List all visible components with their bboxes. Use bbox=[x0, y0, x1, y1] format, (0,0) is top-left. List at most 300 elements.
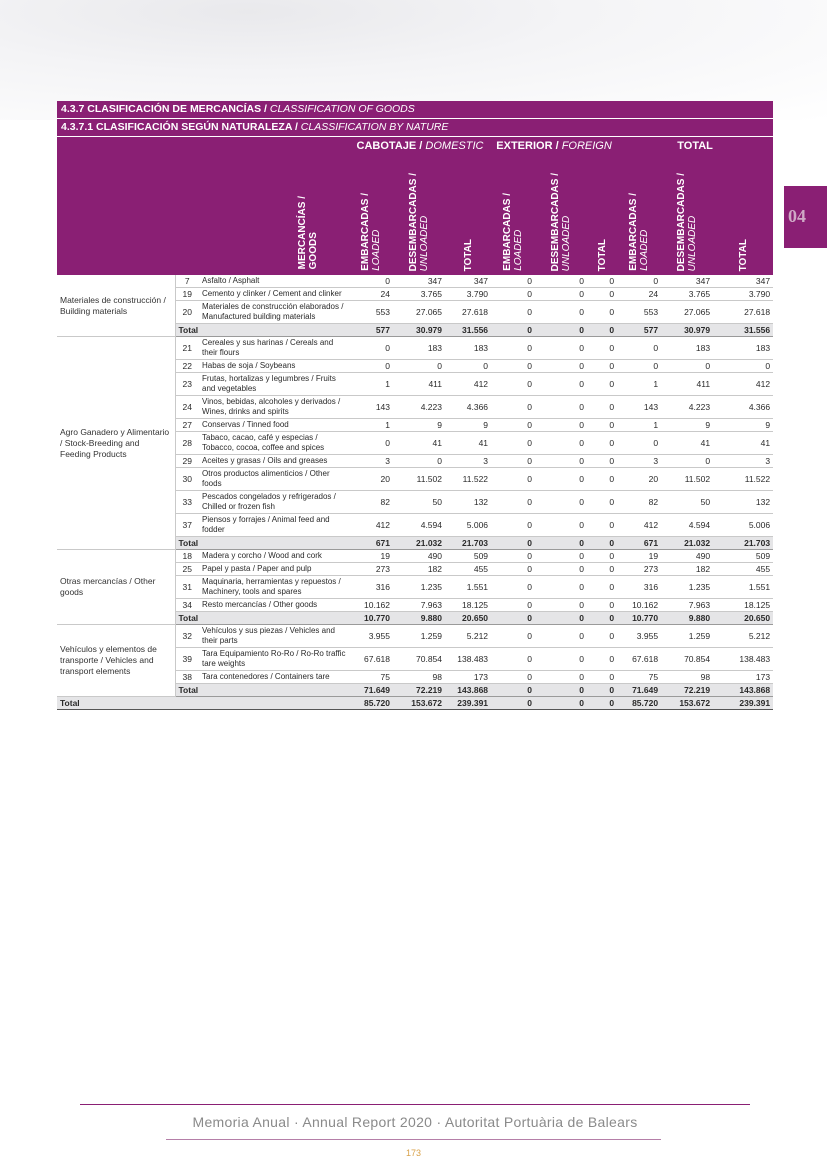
total-unloaded-value: 1.235 bbox=[661, 576, 713, 599]
total-total-value: 27.618 bbox=[713, 301, 773, 324]
foreign-unloaded-value: 0 bbox=[535, 491, 587, 514]
foreign-loaded-value: 0 bbox=[491, 432, 535, 455]
domestic-total-value: 0 bbox=[445, 360, 491, 373]
foreign-unloaded-value: 0 bbox=[535, 455, 587, 468]
table-row bbox=[57, 625, 773, 648]
domestic-loaded-value: 67.618 bbox=[349, 648, 393, 671]
domestic-total-value: 412 bbox=[445, 373, 491, 396]
goods-code: 22 bbox=[175, 360, 199, 373]
foreign-unloaded-value: 0 bbox=[535, 301, 587, 324]
domestic-unloaded-value: 7.963 bbox=[393, 599, 445, 612]
total-loaded-grand-total: 85.720 bbox=[617, 697, 661, 710]
foreign-loaded-value: 0 bbox=[491, 576, 535, 599]
goods-description: Tara Equipamiento Ro-Ro / Ro-Ro traffic tare weights bbox=[199, 648, 349, 671]
foreign-unloaded-value: 0 bbox=[535, 625, 587, 648]
chapter-tab bbox=[784, 186, 827, 248]
domestic-loaded-value: 0 bbox=[349, 360, 393, 373]
goods-code: 27 bbox=[175, 419, 199, 432]
total-loaded-header: EMBARCADAS / LOADED bbox=[617, 155, 661, 275]
goods-description: Maquinaria, herramientas y repuestos / Machinery, tools and spares bbox=[199, 576, 349, 599]
total-loaded-subtotal: 10.770 bbox=[617, 612, 661, 625]
page-number: 173 bbox=[405, 1148, 422, 1158]
total-unloaded-value: 70.854 bbox=[661, 648, 713, 671]
domestic-loaded-subtotal: 71.649 bbox=[349, 684, 393, 697]
domestic-loaded-value: 19 bbox=[349, 550, 393, 563]
domestic-total-value: 3.790 bbox=[445, 288, 491, 301]
domestic-unloaded-value: 1.235 bbox=[393, 576, 445, 599]
domestic-unloaded-value: 183 bbox=[393, 337, 445, 360]
domestic-unloaded-value: 50 bbox=[393, 491, 445, 514]
group-header-blank bbox=[57, 137, 349, 155]
total-loaded-value: 0 bbox=[617, 360, 661, 373]
goods-description: Tara contenedores / Containers tare bbox=[199, 671, 349, 684]
foreign-unloaded-value: 0 bbox=[535, 563, 587, 576]
total-unloaded-subtotal: 30.979 bbox=[661, 324, 713, 337]
total-loaded-value: 1 bbox=[617, 419, 661, 432]
foreign-total-value: 0 bbox=[587, 514, 617, 537]
goods-description: Materiales de construcción elaborados / Manufactured building materials bbox=[199, 301, 349, 324]
domestic-loaded-subtotal: 10.770 bbox=[349, 612, 393, 625]
footer-text: Memoria Anual · Annual Report 2020 · Autoritat Portuària de Balears bbox=[192, 1114, 638, 1130]
domestic-total-value: 173 bbox=[445, 671, 491, 684]
total-total-subtotal: 21.703 bbox=[713, 537, 773, 550]
foreign-total-subtotal: 0 bbox=[587, 537, 617, 550]
foreign-unloaded-subtotal: 0 bbox=[535, 537, 587, 550]
total-loaded-value: 67.618 bbox=[617, 648, 661, 671]
total-total-header: TOTAL bbox=[713, 155, 773, 275]
domestic-total-value: 347 bbox=[445, 275, 491, 288]
domestic-total-subtotal: 143.868 bbox=[445, 684, 491, 697]
total-loaded-value: 3.955 bbox=[617, 625, 661, 648]
domestic-unloaded-subtotal: 72.219 bbox=[393, 684, 445, 697]
foreign-loaded-grand-total: 0 bbox=[491, 697, 535, 710]
foreign-loaded-value: 0 bbox=[491, 468, 535, 491]
domestic-loaded-value: 316 bbox=[349, 576, 393, 599]
foreign-total-header: TOTAL bbox=[587, 155, 617, 275]
total-loaded-value: 316 bbox=[617, 576, 661, 599]
goods-code: 19 bbox=[175, 288, 199, 301]
total-unloaded-value: 490 bbox=[661, 550, 713, 563]
foreign-loaded-value: 0 bbox=[491, 648, 535, 671]
total-loaded-value: 273 bbox=[617, 563, 661, 576]
total-total-value: 183 bbox=[713, 337, 773, 360]
total-loaded-value: 24 bbox=[617, 288, 661, 301]
foreign-unloaded-value: 0 bbox=[535, 468, 587, 491]
table-row bbox=[57, 337, 773, 360]
foreign-total-value: 0 bbox=[587, 301, 617, 324]
total-loaded-value: 553 bbox=[617, 301, 661, 324]
foreign-loaded-subtotal: 0 bbox=[491, 684, 535, 697]
total-loaded-value: 0 bbox=[617, 275, 661, 288]
foreign-loaded-subtotal: 0 bbox=[491, 324, 535, 337]
goods-description: Frutas, hortalizas y legumbres / Fruits and vegetables bbox=[199, 373, 349, 396]
category-cell: Otras mercancías / Other goods bbox=[57, 550, 175, 625]
total-loaded-value: 82 bbox=[617, 491, 661, 514]
domestic-unloaded-value: 411 bbox=[393, 373, 445, 396]
foreign-loaded-value: 0 bbox=[491, 373, 535, 396]
total-total-value: 173 bbox=[713, 671, 773, 684]
foreign-loaded-value: 0 bbox=[491, 599, 535, 612]
goods-code: 33 bbox=[175, 491, 199, 514]
domestic-unloaded-value: 0 bbox=[393, 360, 445, 373]
goods-code: 21 bbox=[175, 337, 199, 360]
foreign-unloaded-value: 0 bbox=[535, 432, 587, 455]
total-total-value: 455 bbox=[713, 563, 773, 576]
domestic-loaded-header: EMBARCADAS / LOADED bbox=[349, 155, 393, 275]
foreign-loaded-value: 0 bbox=[491, 455, 535, 468]
goods-description: Papel y pasta / Paper and pulp bbox=[199, 563, 349, 576]
goods-code: 38 bbox=[175, 671, 199, 684]
domestic-unloaded-subtotal: 21.032 bbox=[393, 537, 445, 550]
total-unloaded-subtotal: 21.032 bbox=[661, 537, 713, 550]
total-loaded-subtotal: 71.649 bbox=[617, 684, 661, 697]
total-total-value: 412 bbox=[713, 373, 773, 396]
foreign-loaded-subtotal: 0 bbox=[491, 537, 535, 550]
total-unloaded-value: 4.223 bbox=[661, 396, 713, 419]
total-total-value: 347 bbox=[713, 275, 773, 288]
goods-code: 7 bbox=[175, 275, 199, 288]
total-loaded-value: 10.162 bbox=[617, 599, 661, 612]
domestic-total-value: 4.366 bbox=[445, 396, 491, 419]
domestic-unloaded-value: 98 bbox=[393, 671, 445, 684]
total-total-value: 5.212 bbox=[713, 625, 773, 648]
domestic-unloaded-value: 4.223 bbox=[393, 396, 445, 419]
domestic-total-value: 11.522 bbox=[445, 468, 491, 491]
domestic-total-value: 138.483 bbox=[445, 648, 491, 671]
total-total-value: 11.522 bbox=[713, 468, 773, 491]
foreign-total-value: 0 bbox=[587, 625, 617, 648]
total-unloaded-value: 50 bbox=[661, 491, 713, 514]
total-total-subtotal: 20.650 bbox=[713, 612, 773, 625]
total-loaded-value: 20 bbox=[617, 468, 661, 491]
subsection-title-en: CLASSIFICATION BY NATURE bbox=[300, 121, 449, 133]
domestic-unloaded-value: 1.259 bbox=[393, 625, 445, 648]
section-title-es: 4.3.7 CLASIFICACIÓN DE MERCANCÍAS / bbox=[61, 103, 270, 115]
domestic-loaded-value: 412 bbox=[349, 514, 393, 537]
foreign-unloaded-value: 0 bbox=[535, 514, 587, 537]
foreign-unloaded-subtotal: 0 bbox=[535, 612, 587, 625]
domestic-unloaded-value: 11.502 bbox=[393, 468, 445, 491]
foreign-loaded-value: 0 bbox=[491, 671, 535, 684]
foreign-total-value: 0 bbox=[587, 337, 617, 360]
domestic-unloaded-value: 70.854 bbox=[393, 648, 445, 671]
foreign-loaded-value: 0 bbox=[491, 275, 535, 288]
total-total-value: 3.790 bbox=[713, 288, 773, 301]
total-total-grand-total: 239.391 bbox=[713, 697, 773, 710]
total-unloaded-value: 11.502 bbox=[661, 468, 713, 491]
goods-code: 23 bbox=[175, 373, 199, 396]
domestic-total-value: 18.125 bbox=[445, 599, 491, 612]
goods-description: Vinos, bebidas, alcoholes y derivados / Wines, drinks and spirits bbox=[199, 396, 349, 419]
category-cell: Materiales de construcción / Building materials bbox=[57, 275, 175, 337]
total-unloaded-value: 347 bbox=[661, 275, 713, 288]
goods-code: 18 bbox=[175, 550, 199, 563]
goods-code: 28 bbox=[175, 432, 199, 455]
total-loaded-value: 0 bbox=[617, 337, 661, 360]
total-total-value: 9 bbox=[713, 419, 773, 432]
domestic-loaded-value: 20 bbox=[349, 468, 393, 491]
total-total-value: 1.551 bbox=[713, 576, 773, 599]
table-row bbox=[57, 275, 773, 288]
footer-rule bbox=[80, 1104, 750, 1105]
goods-description: Pescados congelados y refrigerados / Chilled or frozen fish bbox=[199, 491, 349, 514]
total-loaded-value: 75 bbox=[617, 671, 661, 684]
total-unloaded-value: 9 bbox=[661, 419, 713, 432]
foreign-total-value: 0 bbox=[587, 360, 617, 373]
domestic-total-subtotal: 31.556 bbox=[445, 324, 491, 337]
goods-code: 31 bbox=[175, 576, 199, 599]
total-unloaded-value: 4.594 bbox=[661, 514, 713, 537]
subtotal-label: Total bbox=[175, 684, 349, 697]
foreign-unloaded-value: 0 bbox=[535, 337, 587, 360]
subtotal-label: Total bbox=[175, 324, 349, 337]
domestic-loaded-value: 553 bbox=[349, 301, 393, 324]
subsection-title bbox=[57, 119, 773, 137]
domestic-unloaded-header: DESEMBARCADAS / UNLOADED bbox=[393, 155, 445, 275]
total-loaded-value: 3 bbox=[617, 455, 661, 468]
foreign-loaded-value: 0 bbox=[491, 550, 535, 563]
foreign-total-value: 0 bbox=[587, 576, 617, 599]
foreign-total-subtotal: 0 bbox=[587, 324, 617, 337]
foreign-total-value: 0 bbox=[587, 288, 617, 301]
domestic-loaded-value: 75 bbox=[349, 671, 393, 684]
goods-code: 24 bbox=[175, 396, 199, 419]
foreign-unloaded-value: 0 bbox=[535, 419, 587, 432]
foreign-unloaded-value: 0 bbox=[535, 360, 587, 373]
goods-description: Madera y corcho / Wood and cork bbox=[199, 550, 349, 563]
goods-code: 39 bbox=[175, 648, 199, 671]
domestic-loaded-value: 143 bbox=[349, 396, 393, 419]
domestic-unloaded-value: 27.065 bbox=[393, 301, 445, 324]
foreign-unloaded-value: 0 bbox=[535, 288, 587, 301]
table-body bbox=[57, 275, 773, 710]
goods-description: Vehículos y sus piezas / Vehicles and their parts bbox=[199, 625, 349, 648]
total-total-subtotal: 31.556 bbox=[713, 324, 773, 337]
total-total-value: 5.006 bbox=[713, 514, 773, 537]
domestic-total-value: 27.618 bbox=[445, 301, 491, 324]
goods-code: 32 bbox=[175, 625, 199, 648]
subtotal-label: Total bbox=[175, 537, 349, 550]
chapter-number: 04 bbox=[788, 206, 806, 226]
foreign-unloaded-value: 0 bbox=[535, 373, 587, 396]
column-header-row bbox=[57, 155, 773, 275]
group-header-row bbox=[57, 137, 773, 155]
domestic-unloaded-value: 41 bbox=[393, 432, 445, 455]
total-loaded-value: 143 bbox=[617, 396, 661, 419]
foreign-total-value: 0 bbox=[587, 648, 617, 671]
goods-description: Otros productos alimenticios / Other foods bbox=[199, 468, 349, 491]
domestic-unloaded-value: 0 bbox=[393, 455, 445, 468]
foreign-total-value: 0 bbox=[587, 468, 617, 491]
foreign-total-value: 0 bbox=[587, 671, 617, 684]
total-unloaded-value: 41 bbox=[661, 432, 713, 455]
foreign-unloaded-subtotal: 0 bbox=[535, 324, 587, 337]
total-unloaded-value: 411 bbox=[661, 373, 713, 396]
foreign-loaded-value: 0 bbox=[491, 514, 535, 537]
total-loaded-value: 0 bbox=[617, 432, 661, 455]
domestic-total-value: 509 bbox=[445, 550, 491, 563]
total-loaded-value: 412 bbox=[617, 514, 661, 537]
foreign-loaded-value: 0 bbox=[491, 491, 535, 514]
total-total-value: 0 bbox=[713, 360, 773, 373]
domestic-total-value: 455 bbox=[445, 563, 491, 576]
total-loaded-value: 19 bbox=[617, 550, 661, 563]
foreign-total-subtotal: 0 bbox=[587, 684, 617, 697]
domestic-loaded-value: 273 bbox=[349, 563, 393, 576]
domestic-total-value: 1.551 bbox=[445, 576, 491, 599]
goods-code: 20 bbox=[175, 301, 199, 324]
total-unloaded-value: 0 bbox=[661, 455, 713, 468]
total-total-value: 132 bbox=[713, 491, 773, 514]
domestic-total-value: 132 bbox=[445, 491, 491, 514]
foreign-unloaded-value: 0 bbox=[535, 576, 587, 599]
total-unloaded-value: 7.963 bbox=[661, 599, 713, 612]
domestic-total-value: 41 bbox=[445, 432, 491, 455]
domestic-loaded-value: 0 bbox=[349, 432, 393, 455]
foreign-loaded-header: EMBARCADAS / LOADED bbox=[491, 155, 535, 275]
foreign-loaded-value: 0 bbox=[491, 337, 535, 360]
total-unloaded-value: 182 bbox=[661, 563, 713, 576]
domestic-total-subtotal: 21.703 bbox=[445, 537, 491, 550]
domestic-group-header: CABOTAJE / DOMESTIC bbox=[349, 137, 491, 155]
total-unloaded-value: 1.259 bbox=[661, 625, 713, 648]
domestic-unloaded-subtotal: 9.880 bbox=[393, 612, 445, 625]
domestic-unloaded-value: 347 bbox=[393, 275, 445, 288]
total-total-value: 509 bbox=[713, 550, 773, 563]
foreign-loaded-value: 0 bbox=[491, 563, 535, 576]
domestic-loaded-value: 24 bbox=[349, 288, 393, 301]
domestic-unloaded-value: 490 bbox=[393, 550, 445, 563]
foreign-total-value: 0 bbox=[587, 563, 617, 576]
goods-description: Tabaco, cacao, café y especias / Tobacco, cocoa, coffee and spices bbox=[199, 432, 349, 455]
foreign-total-value: 0 bbox=[587, 491, 617, 514]
goods-description: Conservas / Tinned food bbox=[199, 419, 349, 432]
total-unloaded-value: 27.065 bbox=[661, 301, 713, 324]
foreign-unloaded-value: 0 bbox=[535, 671, 587, 684]
foreign-loaded-value: 0 bbox=[491, 419, 535, 432]
goods-code: 29 bbox=[175, 455, 199, 468]
domestic-loaded-value: 82 bbox=[349, 491, 393, 514]
domestic-total-value: 5.212 bbox=[445, 625, 491, 648]
category-cell: Vehículos y elementos de transporte / Vehicles and transport elements bbox=[57, 625, 175, 697]
domestic-unloaded-value: 4.594 bbox=[393, 514, 445, 537]
domestic-unloaded-value: 9 bbox=[393, 419, 445, 432]
foreign-total-value: 0 bbox=[587, 373, 617, 396]
total-group-header: TOTAL bbox=[617, 137, 773, 155]
goods-code: 30 bbox=[175, 468, 199, 491]
total-total-value: 4.366 bbox=[713, 396, 773, 419]
domestic-total-subtotal: 20.650 bbox=[445, 612, 491, 625]
goods-description: Cemento y clinker / Cement and clinker bbox=[199, 288, 349, 301]
total-loaded-subtotal: 671 bbox=[617, 537, 661, 550]
goods-column-header: MERCANCÍAS / GOODS bbox=[57, 155, 349, 275]
domestic-loaded-subtotal: 671 bbox=[349, 537, 393, 550]
foreign-total-value: 0 bbox=[587, 550, 617, 563]
domestic-loaded-value: 1 bbox=[349, 373, 393, 396]
foreign-total-subtotal: 0 bbox=[587, 612, 617, 625]
domestic-total-value: 9 bbox=[445, 419, 491, 432]
total-total-value: 138.483 bbox=[713, 648, 773, 671]
foreign-total-value: 0 bbox=[587, 432, 617, 455]
foreign-unloaded-value: 0 bbox=[535, 648, 587, 671]
total-unloaded-subtotal: 9.880 bbox=[661, 612, 713, 625]
domestic-loaded-subtotal: 577 bbox=[349, 324, 393, 337]
section-title-en: CLASSIFICATION OF GOODS bbox=[269, 103, 415, 115]
foreign-total-value: 0 bbox=[587, 396, 617, 419]
goods-description: Asfalto / Asphalt bbox=[199, 275, 349, 288]
total-loaded-value: 1 bbox=[617, 373, 661, 396]
goods-description: Habas de soja / Soybeans bbox=[199, 360, 349, 373]
section-title bbox=[57, 101, 773, 119]
domestic-loaded-value: 3 bbox=[349, 455, 393, 468]
foreign-loaded-value: 0 bbox=[491, 625, 535, 648]
goods-description: Resto mercancías / Other goods bbox=[199, 599, 349, 612]
goods-description: Aceites y grasas / Oils and greases bbox=[199, 455, 349, 468]
domestic-loaded-value: 1 bbox=[349, 419, 393, 432]
footer-rule-bottom bbox=[166, 1139, 661, 1140]
total-unloaded-value: 3.765 bbox=[661, 288, 713, 301]
total-total-value: 18.125 bbox=[713, 599, 773, 612]
foreign-unloaded-value: 0 bbox=[535, 396, 587, 419]
grand-total-label: Total bbox=[57, 697, 349, 710]
total-total-subtotal: 143.868 bbox=[713, 684, 773, 697]
domestic-loaded-grand-total: 85.720 bbox=[349, 697, 393, 710]
foreign-total-value: 0 bbox=[587, 419, 617, 432]
total-unloaded-value: 0 bbox=[661, 360, 713, 373]
subtotal-label: Total bbox=[175, 612, 349, 625]
goods-code: 25 bbox=[175, 563, 199, 576]
foreign-unloaded-subtotal: 0 bbox=[535, 684, 587, 697]
category-cell: Agro Ganadero y Alimentario / Stock-Breeding and Feeding Products bbox=[57, 337, 175, 550]
foreign-total-value: 0 bbox=[587, 599, 617, 612]
total-unloaded-subtotal: 72.219 bbox=[661, 684, 713, 697]
domestic-total-grand-total: 239.391 bbox=[445, 697, 491, 710]
foreign-total-grand-total: 0 bbox=[587, 697, 617, 710]
foreign-group-header: EXTERIOR / FOREIGN bbox=[491, 137, 617, 155]
goods-description: Cereales y sus harinas / Cereals and their flours bbox=[199, 337, 349, 360]
domestic-loaded-value: 0 bbox=[349, 275, 393, 288]
foreign-loaded-value: 0 bbox=[491, 396, 535, 419]
total-total-value: 3 bbox=[713, 455, 773, 468]
foreign-loaded-value: 0 bbox=[491, 301, 535, 324]
grand-total-row bbox=[57, 697, 773, 710]
foreign-unloaded-header: DESEMBARCADAS / UNLOADED bbox=[535, 155, 587, 275]
foreign-unloaded-value: 0 bbox=[535, 599, 587, 612]
foreign-loaded-value: 0 bbox=[491, 360, 535, 373]
total-unloaded-grand-total: 153.672 bbox=[661, 697, 713, 710]
foreign-loaded-subtotal: 0 bbox=[491, 612, 535, 625]
total-unloaded-value: 98 bbox=[661, 671, 713, 684]
domestic-total-value: 3 bbox=[445, 455, 491, 468]
goods-code: 34 bbox=[175, 599, 199, 612]
foreign-unloaded-value: 0 bbox=[535, 550, 587, 563]
domestic-loaded-value: 0 bbox=[349, 337, 393, 360]
foreign-total-value: 0 bbox=[587, 455, 617, 468]
domestic-loaded-value: 10.162 bbox=[349, 599, 393, 612]
foreign-total-value: 0 bbox=[587, 275, 617, 288]
goods-classification-section bbox=[57, 101, 773, 710]
domestic-unloaded-grand-total: 153.672 bbox=[393, 697, 445, 710]
domestic-total-header: TOTAL bbox=[445, 155, 491, 275]
domestic-unloaded-value: 182 bbox=[393, 563, 445, 576]
foreign-loaded-value: 0 bbox=[491, 288, 535, 301]
goods-code: 37 bbox=[175, 514, 199, 537]
foreign-unloaded-value: 0 bbox=[535, 275, 587, 288]
domestic-unloaded-subtotal: 30.979 bbox=[393, 324, 445, 337]
subsection-title-es: 4.3.7.1 CLASIFICACIÓN SEGÚN NATURALEZA / bbox=[61, 121, 301, 133]
domestic-unloaded-value: 3.765 bbox=[393, 288, 445, 301]
domestic-total-value: 5.006 bbox=[445, 514, 491, 537]
